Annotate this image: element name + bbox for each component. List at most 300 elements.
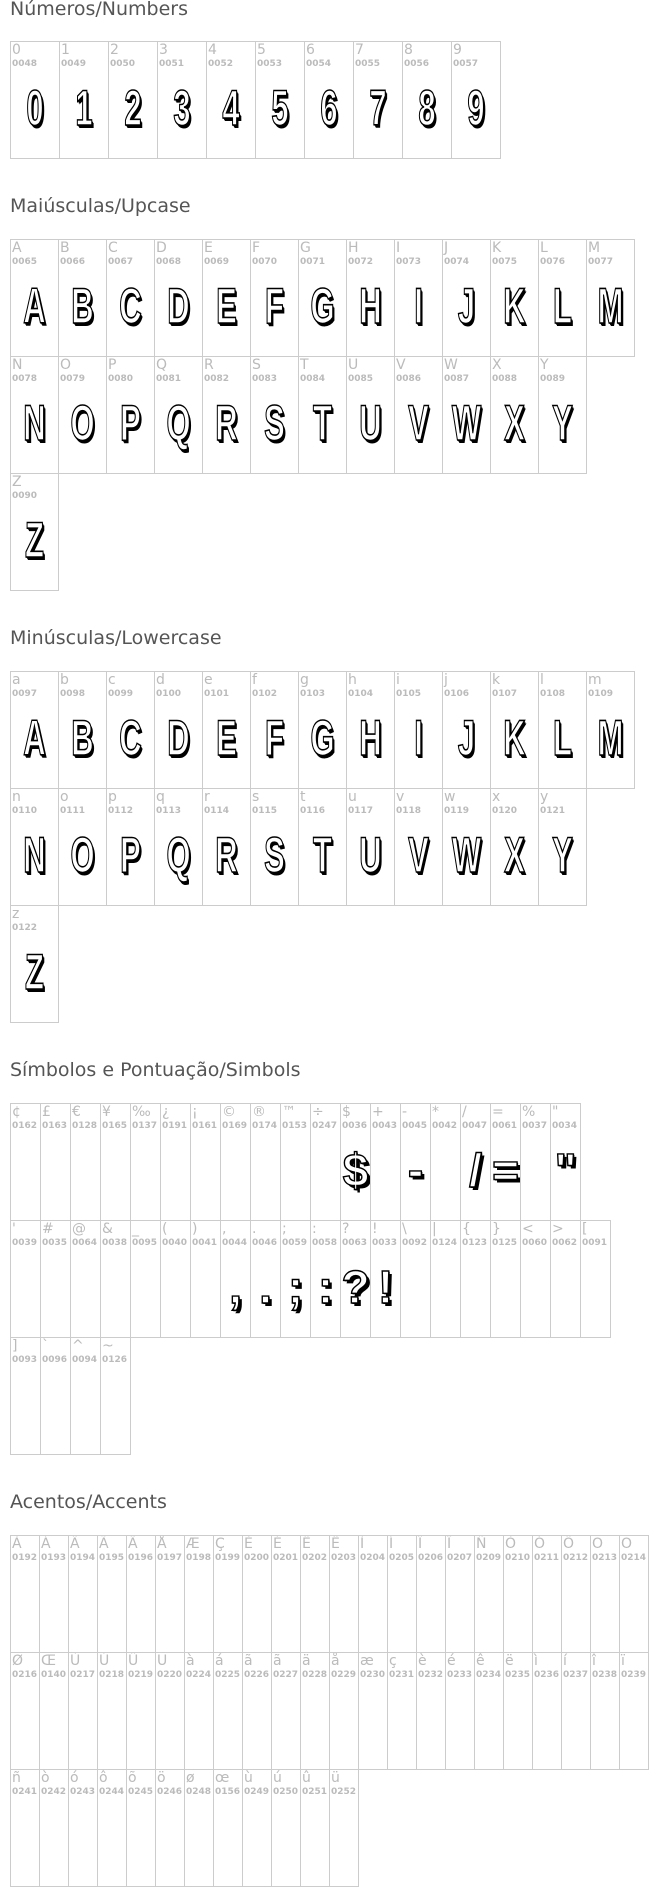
glyph-row	[10, 239, 634, 356]
character-code: 0073	[396, 257, 422, 267]
character-label: M	[588, 240, 601, 256]
glyph-cell	[619, 1652, 649, 1770]
character-code: 0090	[12, 491, 38, 501]
character-code: 0123	[462, 1238, 488, 1248]
character-label: $	[342, 1104, 351, 1120]
character-label: Á	[41, 1536, 51, 1552]
character-label: }	[492, 1221, 501, 1237]
character-code: 0227	[273, 1670, 299, 1680]
character-label: Ã	[99, 1536, 109, 1552]
glyph-cell	[520, 1103, 551, 1221]
glyph-preview: 4	[222, 80, 240, 136]
character-code: 0121	[540, 806, 566, 816]
character-code: 0036	[342, 1121, 368, 1131]
glyph-preview: -	[407, 1144, 424, 1196]
character-code: 0096	[42, 1355, 68, 1365]
glyph-cell	[160, 1220, 191, 1338]
character-label: )	[192, 1221, 198, 1237]
character-label: È	[244, 1536, 253, 1552]
glyph-preview: C	[119, 710, 142, 766]
character-code: 0197	[157, 1553, 183, 1563]
glyph-cell	[39, 1769, 69, 1887]
glyph-cell	[10, 473, 59, 591]
character-code: 0037	[522, 1121, 548, 1131]
glyph-cell	[39, 1652, 69, 1770]
glyph-cell	[10, 1652, 40, 1770]
glyph-preview: Q	[166, 827, 191, 883]
glyph-cell	[250, 356, 299, 474]
character-label: 9	[453, 42, 462, 58]
character-label: C	[108, 240, 118, 256]
character-label: A	[12, 240, 22, 256]
glyph-cell	[242, 1769, 272, 1887]
character-code: 0239	[621, 1670, 647, 1680]
glyph-cell	[442, 788, 491, 906]
character-label: Õ	[592, 1536, 604, 1552]
character-code: 0111	[60, 806, 86, 816]
character-label: Œ	[41, 1653, 56, 1669]
glyph-row	[10, 1769, 648, 1886]
character-code: 0076	[540, 257, 566, 267]
character-code: 0252	[331, 1787, 357, 1797]
glyph-cell	[100, 1103, 131, 1221]
character-label: Ê	[302, 1536, 311, 1552]
glyph-cell	[474, 1652, 504, 1770]
glyph-preview: S	[264, 827, 285, 883]
glyph-cell	[346, 788, 395, 906]
glyph-cell	[271, 1535, 301, 1653]
character-code: 0065	[12, 257, 38, 267]
glyph-cell	[242, 1535, 272, 1653]
character-code: 0232	[418, 1670, 444, 1680]
glyph-cell	[353, 41, 403, 159]
character-code: 0162	[12, 1121, 38, 1131]
character-code: 0072	[348, 257, 374, 267]
character-code: 0244	[99, 1787, 125, 1797]
character-code: 0094	[72, 1355, 98, 1365]
glyph-preview: D	[167, 278, 190, 334]
character-label: N	[12, 357, 23, 373]
character-code: 0063	[342, 1238, 368, 1248]
character-label: ;	[282, 1221, 287, 1237]
character-label: ,	[222, 1221, 227, 1237]
glyph-cell	[190, 1220, 221, 1338]
character-code: 0124	[432, 1238, 458, 1248]
character-code: 0216	[12, 1670, 38, 1680]
character-label: ã	[244, 1653, 253, 1669]
character-code: 0203	[331, 1553, 357, 1563]
glyph-preview: 1	[75, 80, 93, 136]
character-code: 0119	[444, 806, 470, 816]
character-code: 0059	[282, 1238, 308, 1248]
character-label: h	[348, 672, 357, 688]
character-label: 5	[257, 42, 266, 58]
character-code: 0062	[552, 1238, 578, 1248]
glyph-cell	[10, 239, 59, 357]
character-label: ü	[331, 1770, 340, 1786]
glyph-cell	[358, 1535, 388, 1653]
glyph-cell	[550, 1220, 581, 1338]
glyph-cell	[460, 1220, 491, 1338]
glyph-cell	[451, 41, 501, 159]
glyph-cell	[220, 1103, 251, 1221]
character-code: 0238	[592, 1670, 618, 1680]
glyph-cell	[106, 788, 155, 906]
character-label: {	[462, 1221, 471, 1237]
glyph-cell	[157, 41, 207, 159]
character-code: 0200	[244, 1553, 270, 1563]
character-code: 0054	[306, 59, 332, 69]
character-label: Û	[128, 1653, 139, 1669]
character-label: X	[492, 357, 502, 373]
character-code: 0033	[372, 1238, 398, 1248]
glyph-cell	[402, 41, 452, 159]
character-code: 0242	[41, 1787, 67, 1797]
glyph-preview: V	[408, 395, 429, 451]
glyph-preview: H	[359, 710, 382, 766]
character-code: 0074	[444, 257, 470, 267]
character-label: >	[552, 1221, 564, 1237]
glyph-row	[10, 1535, 648, 1652]
glyph-preview: Y	[552, 827, 573, 883]
glyph-preview: H	[359, 278, 382, 334]
character-code: 0093	[12, 1355, 38, 1365]
glyph-preview: R	[215, 827, 238, 883]
glyph-cell	[70, 1103, 101, 1221]
character-code: 0116	[300, 806, 326, 816]
character-label: y	[540, 789, 549, 805]
character-code: 0114	[204, 806, 230, 816]
glyph-cell	[202, 788, 251, 906]
character-code: 0064	[72, 1238, 98, 1248]
character-label: t	[300, 789, 306, 805]
character-label: j	[444, 672, 448, 688]
glyph-cell	[358, 1652, 388, 1770]
character-code: 0194	[70, 1553, 96, 1563]
glyph-cell	[300, 1652, 330, 1770]
character-code: 0051	[159, 59, 185, 69]
glyph-cell	[271, 1652, 301, 1770]
character-code: 0089	[540, 374, 566, 384]
glyph-cell	[430, 1220, 461, 1338]
character-label: +	[372, 1104, 384, 1120]
glyph-cell	[298, 356, 347, 474]
character-code: 0153	[282, 1121, 308, 1131]
glyph-cell	[108, 41, 158, 159]
glyph-cell	[155, 1769, 185, 1887]
glyph-cell	[202, 239, 251, 357]
character-code: 0202	[302, 1553, 328, 1563]
glyph-cell	[190, 1103, 221, 1221]
glyph-cell	[460, 1103, 491, 1221]
character-code: 0052	[208, 59, 234, 69]
glyph-cell	[10, 356, 59, 474]
glyph-preview: 3	[173, 80, 191, 136]
section-title-upcase: Maiúsculas/Upcase	[10, 195, 191, 217]
glyph-preview: ,	[229, 1261, 242, 1313]
character-label: Æ	[186, 1536, 200, 1552]
character-code: 0083	[252, 374, 278, 384]
character-label: ¡	[192, 1104, 198, 1120]
glyph-cell	[346, 671, 395, 789]
character-label: (	[162, 1221, 168, 1237]
character-label: :	[312, 1221, 317, 1237]
glyph-cell	[126, 1535, 156, 1653]
character-code: 0057	[453, 59, 479, 69]
character-label: &	[102, 1221, 113, 1237]
character-label: o	[60, 789, 69, 805]
glyph-cell	[250, 1103, 281, 1221]
character-code: 0230	[360, 1670, 386, 1680]
glyph-cell	[130, 1103, 161, 1221]
glyph-row	[10, 905, 634, 1022]
character-label: è	[418, 1653, 427, 1669]
character-label: d	[156, 672, 165, 688]
character-code: 0087	[444, 374, 470, 384]
character-code: 0118	[396, 806, 422, 816]
glyph-cell	[271, 1769, 301, 1887]
character-code: 0224	[186, 1670, 212, 1680]
character-label: ^	[72, 1338, 84, 1354]
glyph-row	[10, 41, 500, 158]
glyph-preview: L	[553, 278, 572, 334]
glyph-preview: Y	[552, 395, 573, 451]
glyph-cell	[70, 1220, 101, 1338]
character-code: 0245	[128, 1787, 154, 1797]
glyph-cell	[220, 1220, 251, 1338]
character-label: Ö	[621, 1536, 633, 1552]
character-label: Ë	[331, 1536, 340, 1552]
character-label: Î	[418, 1536, 423, 1552]
character-label: ™	[282, 1104, 296, 1120]
character-code: 0169	[222, 1121, 248, 1131]
glyph-preview: U	[359, 827, 382, 883]
glyph-cell	[154, 239, 203, 357]
glyph-preview: ?	[341, 1261, 370, 1313]
character-code: 0126	[102, 1355, 128, 1365]
glyph-preview: M	[597, 710, 624, 766]
character-label: ó	[70, 1770, 79, 1786]
character-code: 0055	[355, 59, 381, 69]
glyph-cell	[184, 1769, 214, 1887]
character-code: 0100	[156, 689, 182, 699]
glyph-cell	[310, 1103, 341, 1221]
glyph-cell	[490, 1220, 521, 1338]
glyph-cell	[442, 356, 491, 474]
character-code: 0217	[70, 1670, 96, 1680]
glyph-preview: 0	[26, 80, 44, 136]
glyph-cell	[59, 41, 109, 159]
glyph-cell	[300, 1769, 330, 1887]
character-code: 0039	[12, 1238, 38, 1248]
glyph-cell	[387, 1535, 417, 1653]
character-label: E	[204, 240, 213, 256]
glyph-cell	[445, 1535, 475, 1653]
character-label: J	[444, 240, 449, 256]
character-code: 0112	[108, 806, 134, 816]
character-label: ö	[157, 1770, 166, 1786]
glyph-cell	[490, 1103, 521, 1221]
glyph-grid-numbers	[10, 41, 500, 158]
character-code: 0060	[522, 1238, 548, 1248]
character-label: û	[302, 1770, 311, 1786]
character-label: f	[252, 672, 257, 688]
glyph-preview: J	[457, 710, 476, 766]
character-label: "	[552, 1104, 559, 1120]
glyph-cell	[430, 1103, 461, 1221]
character-label: æ	[360, 1653, 374, 1669]
character-code: 0199	[215, 1553, 241, 1563]
character-code: 0228	[302, 1670, 328, 1680]
glyph-preview: E	[216, 278, 237, 334]
glyph-preview: F	[265, 278, 284, 334]
character-label: 1	[61, 42, 70, 58]
character-code: 0095	[132, 1238, 158, 1248]
character-label: _	[132, 1221, 139, 1237]
character-label: e	[204, 672, 213, 688]
glyph-preview: :	[317, 1261, 334, 1313]
character-code: 0086	[396, 374, 422, 384]
glyph-cell	[490, 671, 539, 789]
character-code: 0044	[222, 1238, 248, 1248]
glyph-cell	[538, 239, 587, 357]
character-code: 0225	[215, 1670, 241, 1680]
character-label: 3	[159, 42, 168, 58]
glyph-preview: V	[408, 827, 429, 883]
character-code: 0137	[132, 1121, 158, 1131]
glyph-cell	[442, 239, 491, 357]
character-label: Ò	[505, 1536, 517, 1552]
character-label: G	[300, 240, 311, 256]
character-code: 0108	[540, 689, 566, 699]
character-label: Ü	[157, 1653, 168, 1669]
glyph-cell	[503, 1652, 533, 1770]
character-label: ô	[99, 1770, 108, 1786]
glyph-grid-lowercase	[10, 671, 634, 1022]
glyph-preview: $	[342, 1144, 369, 1196]
character-code: 0249	[244, 1787, 270, 1797]
glyph-preview: N	[23, 827, 46, 883]
glyph-preview: A	[23, 710, 46, 766]
glyph-cell	[400, 1103, 431, 1221]
character-code: 0105	[396, 689, 422, 699]
glyph-row	[10, 1652, 648, 1769]
character-label: ã	[273, 1653, 282, 1669]
character-code: 0246	[157, 1787, 183, 1797]
glyph-cell	[310, 1220, 341, 1338]
character-code: 0207	[447, 1553, 473, 1563]
character-code: 0103	[300, 689, 326, 699]
glyph-cell	[300, 1535, 330, 1653]
character-code: 0045	[402, 1121, 428, 1131]
character-code: 0102	[252, 689, 278, 699]
character-label: r	[204, 789, 210, 805]
character-code: 0195	[99, 1553, 125, 1563]
glyph-cell	[10, 788, 59, 906]
character-label: S	[252, 357, 261, 373]
glyph-cell	[538, 356, 587, 474]
glyph-cell	[10, 1103, 41, 1221]
character-code: 0067	[108, 257, 134, 267]
glyph-grid-upcase	[10, 239, 634, 590]
glyph-cell	[184, 1652, 214, 1770]
glyph-cell	[298, 788, 347, 906]
character-label: ©	[222, 1104, 236, 1120]
character-code: 0082	[204, 374, 230, 384]
character-code: 0205	[389, 1553, 415, 1563]
character-code: 0198	[186, 1553, 212, 1563]
glyph-cell	[10, 905, 59, 1023]
character-label: Y	[540, 357, 549, 373]
character-code: 0035	[42, 1238, 68, 1248]
character-label: u	[348, 789, 357, 805]
glyph-cell	[416, 1652, 446, 1770]
character-code: 0079	[60, 374, 86, 384]
character-label: é	[447, 1653, 456, 1669]
character-code: 0071	[300, 257, 326, 267]
character-label: ¥	[102, 1104, 111, 1120]
character-label: ¢	[12, 1104, 21, 1120]
character-code: 0241	[12, 1787, 38, 1797]
glyph-cell	[97, 1652, 127, 1770]
glyph-preview: "	[554, 1144, 577, 1196]
glyph-preview: C	[119, 278, 142, 334]
character-label: 4	[208, 42, 217, 58]
character-label: n	[12, 789, 21, 805]
character-code: 0097	[12, 689, 38, 699]
character-label: Ó	[534, 1536, 546, 1552]
glyph-row	[10, 356, 634, 473]
glyph-preview: 8	[418, 80, 436, 136]
glyph-preview: Z	[25, 944, 44, 1000]
character-label: D	[156, 240, 167, 256]
character-code: 0161	[192, 1121, 218, 1131]
character-code: 0101	[204, 689, 230, 699]
character-label: ä	[302, 1653, 311, 1669]
glyph-row	[10, 473, 634, 590]
glyph-cell	[340, 1220, 371, 1338]
glyph-cell	[280, 1103, 311, 1221]
character-code: 0068	[156, 257, 182, 267]
glyph-cell	[490, 356, 539, 474]
character-label: 8	[404, 42, 413, 58]
glyph-cell	[58, 788, 107, 906]
character-label: R	[204, 357, 214, 373]
character-code: 0122	[12, 923, 38, 933]
character-code: 0077	[588, 257, 614, 267]
character-label: 2	[110, 42, 119, 58]
glyph-preview: O	[70, 395, 95, 451]
glyph-preview: 2	[124, 80, 142, 136]
glyph-cell	[280, 1220, 311, 1338]
glyph-cell	[346, 239, 395, 357]
character-label: -	[402, 1104, 408, 1120]
glyph-cell	[202, 671, 251, 789]
character-code: 0250	[273, 1787, 299, 1797]
character-code: 0110	[12, 806, 38, 816]
character-label: T	[300, 357, 309, 373]
character-code: 0109	[588, 689, 614, 699]
character-label: l	[540, 672, 544, 688]
glyph-cell	[503, 1535, 533, 1653]
character-label: x	[492, 789, 501, 805]
character-label: @	[72, 1221, 86, 1237]
character-label: Z	[12, 474, 22, 490]
character-label: ¿	[162, 1104, 170, 1120]
glyph-cell	[106, 239, 155, 357]
glyph-cell	[538, 671, 587, 789]
character-label: ù	[244, 1770, 253, 1786]
